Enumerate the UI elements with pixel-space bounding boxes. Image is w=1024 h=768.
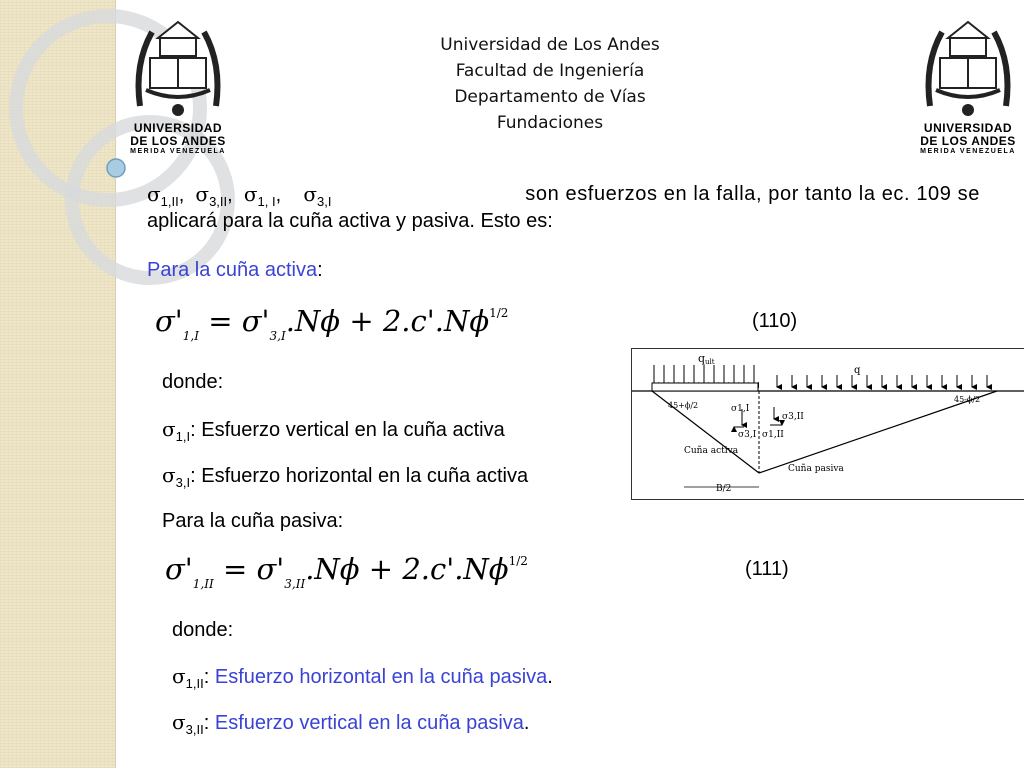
n-phi: .Nϕ [305, 552, 360, 586]
intro-text2: aplicará para la cuña activa y pasiva. Esto es: [147, 210, 553, 232]
sigma-subscript: 3,I [317, 194, 332, 209]
passive-heading: Para la cuña pasiva: [162, 510, 344, 532]
header-faculty: Facultad de Ingeniería [455, 61, 645, 81]
sigma-symbol: σ [172, 664, 186, 688]
sigma1I-label: σ1,I [731, 404, 750, 414]
q-ult-label: qult [698, 352, 715, 366]
active-wedge-label: Cuña activa [684, 446, 739, 456]
q-label: q [854, 365, 861, 376]
header-university: Universidad de Los Andes [440, 35, 660, 55]
sigma-subscript: 1,II [160, 194, 179, 209]
logo-name-line1: UNIVERSIDAD [133, 121, 223, 135]
angle-right-label: 45-ϕ/2 [954, 395, 981, 404]
university-seal-icon [130, 14, 226, 122]
angle-left-label: 45+ϕ/2 [668, 401, 699, 410]
logo-name-line1: UNIVERSIDAD [923, 121, 1013, 135]
logo-location: MERIDA VENEZUELA [920, 148, 1016, 155]
eq-subscript: 3,I [269, 329, 286, 343]
equation-111 [165, 552, 528, 591]
university-logo-left [130, 14, 226, 154]
comma: , [275, 184, 282, 206]
sigma-prime: σ' [155, 304, 183, 338]
sigma3II-label: σ3,II [782, 412, 804, 422]
b-half-label: B/2 [716, 484, 732, 494]
plus-sign: + [368, 552, 394, 586]
active-heading [147, 257, 323, 283]
header-department: Departamento de Vías [454, 87, 646, 107]
footing [652, 383, 758, 391]
header-course: Fundaciones [496, 113, 604, 133]
logo-location: MERIDA VENEZUELA [130, 148, 226, 155]
active-donde: donde: [162, 371, 224, 393]
logo-name-line2: DE LOS ANDES [130, 134, 226, 148]
sigma-subscript: 3,II [185, 722, 204, 737]
intro-line1 [147, 181, 980, 208]
sigma-subscript: 1, I [257, 194, 276, 209]
slide-header [360, 32, 740, 136]
passive-wedge-label: Cuña pasiva [788, 464, 844, 474]
sigma-symbol: σ [162, 463, 176, 487]
sigma-subscript: 1,I [175, 429, 191, 444]
logo-name-line2: DE LOS ANDES [920, 134, 1016, 148]
active-heading-text: Para la cuña activa [147, 259, 318, 281]
active-def2 [162, 462, 528, 489]
university-logo-right [920, 14, 1016, 154]
equals-sign: = [222, 552, 248, 586]
sigma-symbol: σ [303, 182, 318, 206]
sigma-subscript: 3,I [175, 475, 191, 490]
n-phi: .Nϕ [285, 304, 341, 338]
intro-text1: son esfuerzos en la falla, por tanto la ec. 109 se [525, 183, 980, 205]
passive-def1 [172, 663, 553, 690]
def-text: : Esfuerzo vertical en la cuña activa [190, 419, 505, 441]
sigma3I-label: σ3,I [738, 430, 757, 440]
def-text: : Esfuerzo horizontal en la cuña activa [190, 465, 529, 487]
comma: , [227, 184, 233, 206]
sigma-prime: σ' [165, 552, 193, 586]
exponent: 1/2 [508, 554, 528, 568]
intro-paragraph [147, 181, 980, 234]
passive-donde: donde: [172, 619, 234, 641]
comma: , [178, 184, 185, 206]
equation-110 [155, 304, 509, 343]
equation-number-110: (110) [752, 310, 798, 332]
eq-subscript: 1,II [192, 577, 214, 591]
equals-sign: = [208, 304, 233, 338]
university-seal-icon [920, 14, 1016, 122]
period: . [547, 666, 553, 688]
eq-subscript: 3,II [284, 577, 306, 591]
colon: : [317, 259, 323, 281]
two-c-n-phi: 2.c'.Nϕ [382, 304, 490, 338]
sigma-symbol: σ [162, 417, 176, 441]
colon: : [203, 666, 210, 688]
exponent: 1/2 [489, 306, 509, 320]
sigma-symbol: σ [147, 182, 161, 206]
passive-def2 [172, 709, 529, 736]
def-text: Esfuerzo vertical en la cuña pasiva [214, 712, 524, 734]
intro-sigmas [147, 181, 332, 208]
sigma-prime: σ' [241, 304, 270, 338]
def-text: Esfuerzo horizontal en la cuña pasiva [214, 666, 548, 688]
active-def1 [162, 416, 505, 443]
sigma-symbol: σ [172, 710, 186, 734]
sigma-subscript: 3,II [209, 194, 228, 209]
decorative-sidebar [0, 0, 116, 768]
colon: : [203, 712, 210, 734]
sigma1II-label: σ1,II [762, 430, 784, 440]
sigma-subscript: 1,II [185, 676, 204, 691]
two-c-n-phi: 2.c'.Nϕ [402, 552, 509, 586]
sigma-symbol: σ [243, 182, 258, 206]
plus-sign: + [349, 304, 374, 338]
equation-number-111: (111) [745, 558, 789, 580]
sigma-symbol: σ [195, 182, 210, 206]
wedge-diagram [631, 348, 1024, 500]
sigma-prime: σ' [256, 552, 285, 586]
period: . [523, 712, 530, 734]
eq-subscript: 1,I [182, 329, 199, 343]
